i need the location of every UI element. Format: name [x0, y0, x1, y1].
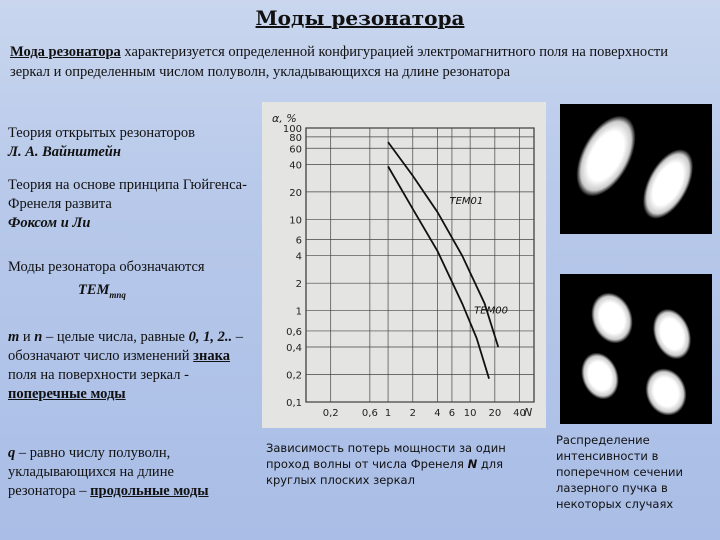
- transverse-modes: поперечные моды: [8, 386, 126, 402]
- longitudinal-modes: продольные моды: [90, 483, 209, 499]
- intro-paragraph: [10, 42, 710, 82]
- index-n: n: [34, 329, 43, 345]
- x-tick-label: 2: [409, 408, 416, 419]
- x-tick-label: 0,2: [322, 408, 339, 419]
- y-tick-label: 2: [295, 279, 302, 291]
- notation-subscript: mnq: [109, 289, 126, 300]
- transverse-block: [8, 328, 243, 404]
- x-tick-label: 4: [434, 408, 441, 419]
- y-tick-label: 0,2: [286, 370, 302, 382]
- transverse-text-1: – целые числа, равные: [42, 329, 189, 345]
- x-axis-label: N: [524, 406, 533, 419]
- x-tick-label: 20: [488, 408, 502, 419]
- x-tick-label: 10: [463, 408, 477, 419]
- longitudinal-block: [8, 444, 243, 501]
- chart-caption-text: Зависимость потерь мощности за один проход волны от числа Френеля: [266, 441, 506, 471]
- plot-frame: [306, 128, 534, 402]
- y-axis-label: α, %: [272, 112, 297, 125]
- series-label-tem00: TEM00: [474, 305, 508, 317]
- theory-open-author: Л. А. Вайнштейн: [8, 144, 121, 160]
- theory-huygens-block: [8, 176, 253, 233]
- y-tick-label: 20: [289, 187, 302, 199]
- y-tick-label: 40: [289, 160, 302, 172]
- index-values: 0, 1, 2..: [188, 329, 233, 345]
- loss-chart: [262, 102, 546, 428]
- y-tick-label: 10: [289, 215, 302, 227]
- notation-text: Моды резонатора обозначаются: [8, 259, 205, 275]
- y-tick-label: 4: [295, 251, 302, 263]
- intro-text: характеризуется определенной конфигурацией электромагнитного поля на поверхности зеркал и определенным числом полуволн, укладывающихся на длине резонатора: [10, 44, 668, 80]
- transverse-text-3: поля на поверхности зеркал -: [8, 367, 189, 383]
- y-tick-label: 6: [295, 235, 302, 247]
- and-word: и: [19, 329, 35, 345]
- transverse-text-2: – обозначают число изменений: [8, 329, 243, 364]
- series-label-tem01: TEM01: [449, 196, 484, 208]
- sign-word: знака: [193, 348, 230, 364]
- y-tick-label: 0,6: [286, 326, 302, 338]
- photo-caption: Распределение интенсивности в поперечном сечении лазерного пучка в некоторых случаях: [556, 433, 683, 511]
- loss-chart-svg: [262, 102, 546, 428]
- chart-caption: [266, 440, 551, 488]
- theory-huygens-author: Фоксом и Ли: [8, 215, 91, 231]
- y-tick-label: 60: [289, 144, 302, 156]
- y-tick-label: 80: [289, 132, 302, 144]
- slide-title: Моды резонатора: [255, 6, 465, 30]
- intro-term: Мода резонатора: [10, 44, 121, 60]
- index-m: m: [8, 329, 20, 345]
- beam-photo-top: [560, 104, 712, 234]
- beam-photo-bottom: [560, 274, 712, 424]
- y-tick-label: 0,1: [286, 398, 302, 409]
- theory-open-text: Теория открытых резонаторов: [8, 125, 195, 141]
- beam-pattern-two-lobes: [560, 104, 712, 234]
- longitudinal-text: – равно числу полуволн, укладывающихся на длине резонатора –: [8, 445, 174, 499]
- index-q: q: [8, 445, 16, 461]
- x-tick-label: 0,6: [361, 408, 378, 419]
- theory-huygens-text: Теория на основе принципа Гюйгенса-Френеля развита: [8, 177, 247, 212]
- y-tick-label: 100: [282, 124, 302, 135]
- y-tick-label: 0,4: [286, 343, 302, 355]
- x-tick-label: 40: [513, 408, 526, 419]
- x-tick-label: 6: [448, 408, 456, 419]
- beam-pattern-four-lobes: [560, 274, 712, 424]
- notation-block: [8, 258, 253, 305]
- notation-symbol: TEM: [78, 282, 110, 298]
- chart-caption-tail: для круглых плоских зеркал: [266, 457, 504, 487]
- y-tick-label: 1: [295, 306, 302, 318]
- x-tick-label: 1: [384, 408, 392, 419]
- theory-open-block: [8, 124, 253, 162]
- chart-caption-symbol: N: [467, 457, 478, 471]
